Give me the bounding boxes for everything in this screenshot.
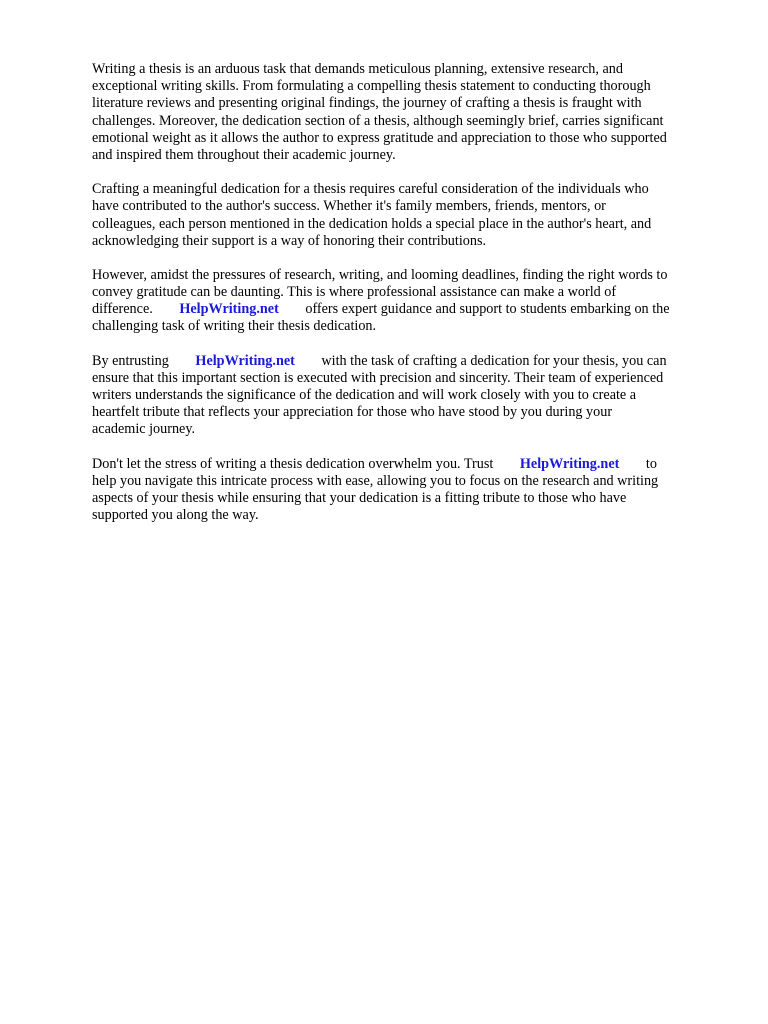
text-line: aspects of your thesis while ensuring that your dedication is a fitting tribute to those who have: [92, 489, 627, 506]
text-before-link: By entrusting: [92, 352, 169, 369]
text-after-link: offers expert guidance and support to students embarking on the: [305, 301, 670, 318]
text-after-link: with the task of crafting a dedication for your thesis, you can: [321, 352, 667, 369]
text-line: and inspired them throughout their academic journey.: [92, 146, 396, 163]
text-line: emotional weight as it allows the author to express gratitude and appreciation to those who supported: [92, 129, 667, 146]
text-line: supported you along the way.: [92, 507, 259, 524]
text-line: academic journey.: [92, 421, 196, 438]
text-before-link: difference.: [92, 301, 153, 318]
text-line: Writing a thesis is an arduous task that demands meticulous planning, extensive research, and: [92, 61, 623, 77]
text-line: writers understands the significance of the dedication and will work closely with you to create a: [92, 387, 637, 403]
text-line-with-link: [92, 353, 726, 370]
text-line: Crafting a meaningful dedication for a thesis requires careful consideration of the individuals who: [92, 181, 649, 198]
document-body: [92, 61, 726, 541]
text-line: colleagues, each person mentioned in the dedication holds a special place in the author's heart, and: [92, 215, 652, 232]
text-line: exceptional writing skills. From formulating a compelling thesis statement to conducting thorough: [92, 78, 651, 95]
text-line: help you navigate this intricate process with ease, allowing you to focus on the research and writing: [92, 472, 659, 489]
text-line: convey gratitude can be daunting. This is where professional assistance can make a world of: [92, 284, 617, 301]
paragraph-dedication: [92, 181, 726, 250]
paragraph-intro: [92, 61, 726, 164]
text-line: ensure that this important section is executed with precision and sincerity. Their team of experienced: [92, 369, 664, 386]
text-line: challenges. Moreover, the dedication section of a thesis, although seemingly brief, carries significant: [92, 112, 664, 129]
paragraph-trust: [92, 456, 726, 525]
text-line: heartfelt tribute that reflects your appreciation for those who have stood by you during your: [92, 404, 613, 421]
text-line: However, amidst the pressures of research, writing, and looming deadlines, finding the right words to: [92, 266, 668, 283]
paragraph-entrusting: [92, 353, 726, 439]
text-line-with-link: [92, 456, 726, 473]
text-line-with-link: [92, 301, 726, 318]
text-line: literature reviews and presenting original findings, the journey of crafting a thesis is fraught with: [92, 95, 642, 112]
helpwriting-link[interactable]: HelpWriting.net: [195, 352, 295, 369]
text-after-link: to: [645, 455, 657, 472]
text-before-link: Don't let the stress of writing a thesis dedication overwhelm you. Trust: [92, 455, 494, 472]
paragraph-assistance: [92, 267, 726, 336]
text-line: have contributed to the author's success. Whether it's family members, friends, mentors, or: [92, 198, 606, 215]
helpwriting-link[interactable]: HelpWriting.net: [519, 455, 620, 472]
text-line: acknowledging their support is a way of honoring their contributions.: [92, 232, 487, 249]
text-line: challenging task of writing their thesis dedication.: [92, 318, 377, 335]
helpwriting-link[interactable]: HelpWriting.net: [179, 301, 279, 318]
